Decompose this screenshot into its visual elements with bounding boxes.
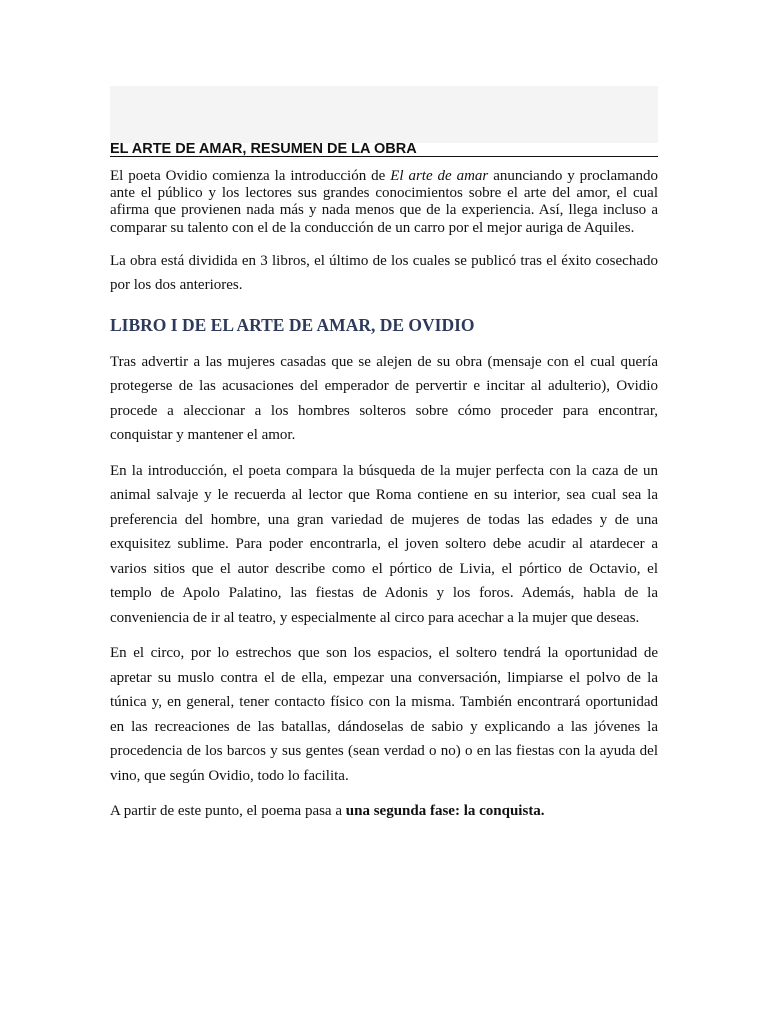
paragraph-3: En el circo, por lo estrechos que son los espacios, el soltero tendrá la oportunidad de apretar su muslo contra el de ella, empezar una conversación, limpiarse el polvo de la túnica y, en general, tener contacto físico con la misma. También encontrará oportunidad en las recreaciones de las batallas, dándoselas de sabio y explicando a las jóvenes la procedencia de los barcos y sus gentes (sean verdad o no) o en las fiestas con la ayuda del vino, que según Ovidio, todo lo facilita.	[110, 645, 658, 784]
document-page	[110, 86, 658, 824]
books-paragraph: La obra está dividida en 3 libros, el último de los cuales se publicó tras el éxito cosechado por los dos anteriores.	[110, 252, 658, 294]
work-title-italic: El arte de amar	[390, 168, 489, 184]
paragraph-4-bold: una segunda fase: la conquista.	[345, 803, 545, 820]
paragraph-1: Tras advertir a las mujeres casadas que se alejen de su obra (mensaje con el cual quería protegerse de las acusaciones del emperador de pervertir e incitar al adulterio), Ovidio procede a aleccionar a los hombres solteros sobre cómo proceder para encontrar, conquistar y mantener el amor.	[110, 353, 658, 444]
paragraph-4-lead: A partir de este punto, el poema pasa a	[110, 803, 346, 820]
section-heading: LIBRO I DE EL ARTE DE AMAR, DE OVIDIO	[110, 314, 475, 335]
intro-paragraph	[110, 168, 658, 237]
paragraph-2: En la introducción, el poeta compara la búsqueda de la mujer perfecta con la caza de un animal salvaje y le recuerda al lector que Roma contiene en su interior, sea cual sea la preferencia del hombre, una gran variedad de mujeres de todas las edades y de una exquisitez sublime. Para poder encontrarla, el joven soltero debe acudir al atardecer a varios sitios que el autor describe como el pórtico de Livia, el pórtico de Octavio, el templo de Apolo Palatino, las fiestas de Adonis y los foros. Además, habla de la conveniencia de ir al teatro, y especialmente al circo para acechar a la mujer que deseas.	[110, 462, 658, 626]
document-title: EL ARTE DE AMAR, RESUMEN DE LA OBRA	[110, 143, 658, 157]
paragraph-4	[110, 799, 658, 824]
intro-text-start: El poeta Ovidio comienza la introducción de	[110, 168, 391, 184]
header-band	[110, 86, 658, 143]
intro-text-end: anunciando y proclamando ante el público y los lectores sus grandes conocimientos sobre el arte del amor, el cual afirma que provienen nada más y nada menos que de la experiencia. Así, llega incluso a comparar su talento con el de la conducción de un carro por el mejor auriga de Aquiles.	[110, 168, 658, 236]
